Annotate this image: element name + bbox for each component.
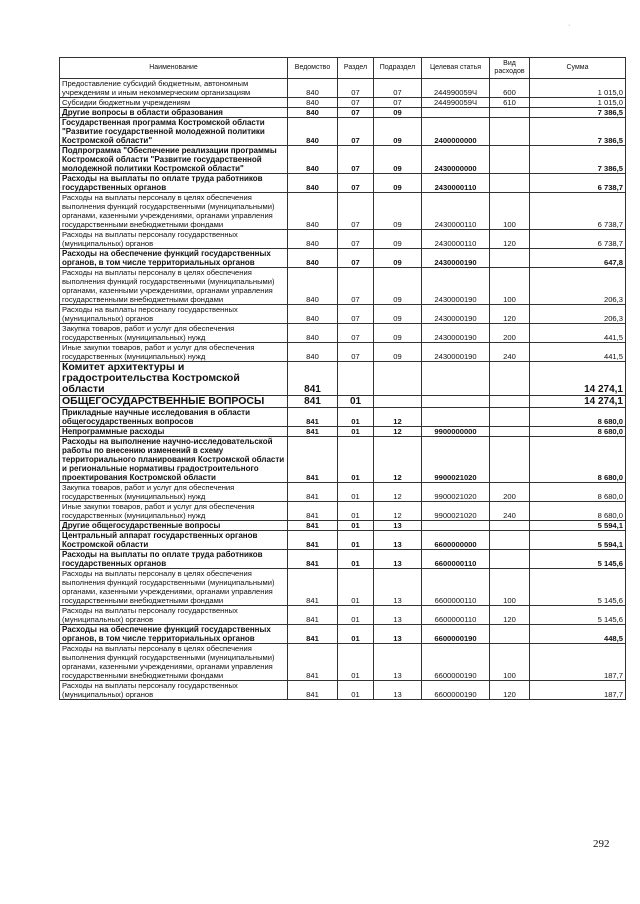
- table-row: [60, 521, 626, 531]
- cell-razdel: 07: [338, 193, 374, 230]
- cell-vid: 120: [490, 681, 530, 700]
- cell-vid: 240: [490, 343, 530, 362]
- cell-razdel: 01: [338, 437, 374, 483]
- cell-vid: [490, 521, 530, 531]
- cell-target: 6600000110: [422, 569, 490, 606]
- cell-sum: 8 680,0: [530, 502, 626, 521]
- cell-vedomstvo: 841: [288, 408, 338, 427]
- cell-sum: 7 386,5: [530, 118, 626, 146]
- cell-sum: 206,3: [530, 268, 626, 305]
- cell-sum: 5 145,6: [530, 606, 626, 625]
- cell-razdel: 01: [338, 521, 374, 531]
- cell-sum: 1 015,0: [530, 98, 626, 108]
- cell-podrazdel: 13: [374, 625, 422, 644]
- cell-name: Расходы на выплаты персоналу государственных (муниципальных) органов: [60, 606, 288, 625]
- cell-vedomstvo: 840: [288, 305, 338, 324]
- cell-podrazdel: 09: [374, 324, 422, 343]
- table-row: [60, 362, 626, 396]
- cell-razdel: 01: [338, 550, 374, 569]
- cell-razdel: 01: [338, 483, 374, 502]
- table-row: [60, 427, 626, 437]
- cell-target: 6600000000: [422, 531, 490, 550]
- cell-podrazdel: [374, 362, 422, 396]
- table-row: [60, 79, 626, 98]
- cell-target: 2400000000: [422, 118, 490, 146]
- cell-vedomstvo: 840: [288, 249, 338, 268]
- cell-vid: [490, 362, 530, 396]
- cell-podrazdel: 09: [374, 146, 422, 174]
- cell-podrazdel: 13: [374, 531, 422, 550]
- cell-name: Предоставление субсидий бюджетным, автономным учреждениям и иным некоммерческим организациям: [60, 79, 288, 98]
- cell-vid: 100: [490, 569, 530, 606]
- cell-sum: 8 680,0: [530, 408, 626, 427]
- cell-vedomstvo: 841: [288, 362, 338, 396]
- cell-vid: [490, 396, 530, 408]
- table-row: [60, 343, 626, 362]
- cell-podrazdel: 09: [374, 193, 422, 230]
- cell-sum: 5 594,1: [530, 531, 626, 550]
- cell-vedomstvo: 840: [288, 268, 338, 305]
- cell-name: Другие общегосударственные вопросы: [60, 521, 288, 531]
- cell-sum: 8 680,0: [530, 427, 626, 437]
- cell-vedomstvo: 841: [288, 521, 338, 531]
- cell-podrazdel: 13: [374, 681, 422, 700]
- cell-vedomstvo: 840: [288, 118, 338, 146]
- cell-name: Закупка товаров, работ и услуг для обеспечения государственных (муниципальных) нужд: [60, 483, 288, 502]
- cell-sum: 7 386,5: [530, 108, 626, 118]
- cell-vid: [490, 118, 530, 146]
- cell-name: Закупка товаров, работ и услуг для обеспечения государственных (муниципальных) нужд: [60, 324, 288, 343]
- cell-razdel: 01: [338, 625, 374, 644]
- cell-sum: 5 145,6: [530, 550, 626, 569]
- cell-sum: 6 738,7: [530, 230, 626, 249]
- cell-vid: [490, 108, 530, 118]
- cell-vid: 120: [490, 230, 530, 249]
- cell-target: 2430000190: [422, 249, 490, 268]
- cell-name: Расходы на выплаты персоналу государственных (муниципальных) органов: [60, 305, 288, 324]
- cell-podrazdel: 09: [374, 249, 422, 268]
- header-name: Наименование: [60, 58, 288, 79]
- cell-target: 2430000110: [422, 193, 490, 230]
- table-row: [60, 396, 626, 408]
- cell-vid: 100: [490, 193, 530, 230]
- cell-vid: 610: [490, 98, 530, 108]
- cell-vedomstvo: 841: [288, 427, 338, 437]
- cell-target: 2430000000: [422, 146, 490, 174]
- cell-vedomstvo: 840: [288, 193, 338, 230]
- cell-name: Комитет архитектуры и градостроительства Костромской области: [60, 362, 288, 396]
- cell-target: [422, 108, 490, 118]
- cell-razdel: 07: [338, 146, 374, 174]
- cell-name: Расходы на выплаты по оплате труда работников государственных органов: [60, 174, 288, 193]
- cell-target: 9900021020: [422, 437, 490, 483]
- cell-vedomstvo: 841: [288, 606, 338, 625]
- table-row: [60, 681, 626, 700]
- table-row: [60, 305, 626, 324]
- cell-sum: 5 145,6: [530, 569, 626, 606]
- cell-target: 2430000190: [422, 324, 490, 343]
- cell-name: Субсидии бюджетным учреждениям: [60, 98, 288, 108]
- header-vedomstvo: Ведомство: [288, 58, 338, 79]
- cell-sum: 6 738,7: [530, 174, 626, 193]
- cell-sum: 8 680,0: [530, 483, 626, 502]
- table-header: [60, 58, 626, 79]
- cell-vedomstvo: 841: [288, 483, 338, 502]
- cell-target: 2430000190: [422, 305, 490, 324]
- cell-podrazdel: 07: [374, 98, 422, 108]
- cell-name: Расходы на обеспечение функций государственных органов, в том числе территориальных органов: [60, 249, 288, 268]
- cell-podrazdel: 13: [374, 550, 422, 569]
- cell-razdel: 01: [338, 681, 374, 700]
- table-body: [60, 79, 626, 700]
- table-row: [60, 531, 626, 550]
- cell-name: Другие вопросы в области образования: [60, 108, 288, 118]
- header-podrazdel: Подраздел: [374, 58, 422, 79]
- cell-podrazdel: 13: [374, 569, 422, 606]
- table-row: [60, 437, 626, 483]
- table-row: [60, 644, 626, 681]
- cell-razdel: 07: [338, 249, 374, 268]
- cell-sum: 6 738,7: [530, 193, 626, 230]
- cell-name: Расходы на выплаты персоналу в целях обеспечения выполнения функций государственными (муниципальными) органами, казенными учреждениями, органами управления государственными внебюджетными фондами: [60, 268, 288, 305]
- cell-razdel: 07: [338, 268, 374, 305]
- cell-sum: 441,5: [530, 324, 626, 343]
- cell-sum: 187,7: [530, 681, 626, 700]
- cell-podrazdel: 09: [374, 268, 422, 305]
- cell-razdel: 07: [338, 108, 374, 118]
- budget-table: [59, 57, 626, 700]
- table-row: [60, 230, 626, 249]
- cell-razdel: 07: [338, 118, 374, 146]
- cell-vid: [490, 249, 530, 268]
- table-row: [60, 324, 626, 343]
- cell-vid: 100: [490, 268, 530, 305]
- cell-podrazdel: [374, 396, 422, 408]
- cell-podrazdel: 09: [374, 108, 422, 118]
- cell-name: Расходы на выплаты персоналу государственных (муниципальных) органов: [60, 230, 288, 249]
- cell-target: [422, 408, 490, 427]
- cell-name: Расходы на выплаты персоналу в целях обеспечения выполнения функций государственными (муниципальными) органами, казенными учреждениями, органами управления государственными внебюджетными фондами: [60, 644, 288, 681]
- cell-sum: 441,5: [530, 343, 626, 362]
- cell-vid: 240: [490, 502, 530, 521]
- cell-name: Расходы на выплаты по оплате труда работников государственных органов: [60, 550, 288, 569]
- cell-target: 9900000000: [422, 427, 490, 437]
- cell-target: 6600000110: [422, 606, 490, 625]
- cell-name: Расходы на обеспечение функций государственных органов, в том числе территориальных органов: [60, 625, 288, 644]
- header-sum: Сумма: [530, 58, 626, 79]
- cell-sum: 14 274,1: [530, 396, 626, 408]
- cell-sum: 5 594,1: [530, 521, 626, 531]
- cell-vid: [490, 550, 530, 569]
- scan-mark: ·: [568, 22, 571, 29]
- cell-name: Расходы на выплаты персоналу государственных (муниципальных) органов: [60, 681, 288, 700]
- cell-vedomstvo: 841: [288, 644, 338, 681]
- cell-vid: [490, 146, 530, 174]
- cell-vedomstvo: 840: [288, 108, 338, 118]
- cell-sum: 8 680,0: [530, 437, 626, 483]
- cell-vid: 200: [490, 483, 530, 502]
- cell-target: 2430000190: [422, 268, 490, 305]
- cell-sum: 1 015,0: [530, 79, 626, 98]
- cell-target: 9900021020: [422, 483, 490, 502]
- cell-razdel: 07: [338, 324, 374, 343]
- cell-target: 244990059Ч: [422, 98, 490, 108]
- header-vid: Вид расходов: [490, 58, 530, 79]
- cell-vid: [490, 427, 530, 437]
- table-row: [60, 249, 626, 268]
- cell-razdel: 01: [338, 606, 374, 625]
- header-razdel: Раздел: [338, 58, 374, 79]
- cell-razdel: [338, 362, 374, 396]
- cell-vedomstvo: 840: [288, 324, 338, 343]
- cell-vedomstvo: 840: [288, 343, 338, 362]
- cell-razdel: 01: [338, 531, 374, 550]
- cell-vid: [490, 531, 530, 550]
- cell-podrazdel: 12: [374, 483, 422, 502]
- table-row: [60, 193, 626, 230]
- cell-name: Государственная программа Костромской области "Развитие государственной молодежной политики Костромской области": [60, 118, 288, 146]
- cell-name: Расходы на выплаты персоналу в целях обеспечения выполнения функций государственными (муниципальными) органами, казенными учреждениями, органами управления государственными внебюджетными фондами: [60, 193, 288, 230]
- table-row: [60, 408, 626, 427]
- cell-vedomstvo: 841: [288, 550, 338, 569]
- table-row: [60, 268, 626, 305]
- cell-vid: 600: [490, 79, 530, 98]
- cell-vedomstvo: 841: [288, 681, 338, 700]
- cell-target: 244990059Ч: [422, 79, 490, 98]
- cell-podrazdel: 07: [374, 79, 422, 98]
- cell-podrazdel: 12: [374, 502, 422, 521]
- cell-sum: 187,7: [530, 644, 626, 681]
- cell-vid: 120: [490, 305, 530, 324]
- table-row: [60, 98, 626, 108]
- cell-name: Прикладные научные исследования в области общегосударственных вопросов: [60, 408, 288, 427]
- cell-target: 6600000190: [422, 681, 490, 700]
- cell-target: [422, 521, 490, 531]
- cell-vedomstvo: 841: [288, 625, 338, 644]
- cell-vedomstvo: 841: [288, 396, 338, 408]
- cell-name: Центральный аппарат государственных органов Костромской области: [60, 531, 288, 550]
- cell-sum: 7 386,5: [530, 146, 626, 174]
- cell-target: [422, 396, 490, 408]
- cell-razdel: 07: [338, 98, 374, 108]
- cell-razdel: 01: [338, 396, 374, 408]
- cell-razdel: 01: [338, 569, 374, 606]
- cell-podrazdel: 12: [374, 437, 422, 483]
- cell-vedomstvo: 841: [288, 569, 338, 606]
- cell-vid: 120: [490, 606, 530, 625]
- cell-vid: 100: [490, 644, 530, 681]
- table-row: [60, 606, 626, 625]
- cell-target: 2430000110: [422, 174, 490, 193]
- cell-podrazdel: 13: [374, 521, 422, 531]
- cell-vid: 200: [490, 324, 530, 343]
- cell-vedomstvo: 841: [288, 437, 338, 483]
- cell-name: Подпрограмма "Обеспечение реализации программы Костромской области "Развитие государственной молодежной политики Костромской области": [60, 146, 288, 174]
- cell-name: Иные закупки товаров, работ и услуг для обеспечения государственных (муниципальных) нужд: [60, 343, 288, 362]
- cell-name: Расходы на выполнение научно-исследовательской работы по внесению изменений в схему территориального планирования Костромской области и региональные нормативы градостроительного проектирования Костромской области: [60, 437, 288, 483]
- cell-razdel: 01: [338, 408, 374, 427]
- cell-target: 6600000110: [422, 550, 490, 569]
- cell-sum: 647,8: [530, 249, 626, 268]
- cell-sum: 14 274,1: [530, 362, 626, 396]
- cell-vid: [490, 625, 530, 644]
- cell-razdel: 07: [338, 79, 374, 98]
- table-row: [60, 625, 626, 644]
- cell-vedomstvo: 840: [288, 230, 338, 249]
- cell-target: 6600000190: [422, 625, 490, 644]
- cell-name: Непрограммные расходы: [60, 427, 288, 437]
- cell-target: 2430000110: [422, 230, 490, 249]
- cell-vedomstvo: 841: [288, 531, 338, 550]
- table-row: [60, 146, 626, 174]
- cell-podrazdel: 09: [374, 230, 422, 249]
- table-row: [60, 108, 626, 118]
- cell-razdel: 07: [338, 343, 374, 362]
- cell-podrazdel: 13: [374, 644, 422, 681]
- table-row: [60, 483, 626, 502]
- cell-name: ОБЩЕГОСУДАРСТВЕННЫЕ ВОПРОСЫ: [60, 396, 288, 408]
- cell-podrazdel: 12: [374, 427, 422, 437]
- table-row: [60, 550, 626, 569]
- table-row: [60, 502, 626, 521]
- cell-target: 6600000190: [422, 644, 490, 681]
- cell-vedomstvo: 841: [288, 502, 338, 521]
- cell-sum: 448,5: [530, 625, 626, 644]
- cell-target: 2430000190: [422, 343, 490, 362]
- cell-target: 9900021020: [422, 502, 490, 521]
- table-row: [60, 118, 626, 146]
- cell-podrazdel: 09: [374, 174, 422, 193]
- cell-name: Расходы на выплаты персоналу в целях обеспечения выполнения функций государственными (муниципальными) органами, казенными учреждениями, органами управления государственными внебюджетными фондами: [60, 569, 288, 606]
- cell-vedomstvo: 840: [288, 146, 338, 174]
- cell-razdel: 07: [338, 230, 374, 249]
- cell-vedomstvo: 840: [288, 79, 338, 98]
- cell-razdel: 01: [338, 427, 374, 437]
- cell-razdel: 07: [338, 305, 374, 324]
- cell-vid: [490, 408, 530, 427]
- cell-razdel: 01: [338, 644, 374, 681]
- cell-podrazdel: 09: [374, 305, 422, 324]
- cell-vedomstvo: 840: [288, 174, 338, 193]
- cell-vid: [490, 174, 530, 193]
- cell-podrazdel: 12: [374, 408, 422, 427]
- cell-razdel: 01: [338, 502, 374, 521]
- header-target: Целевая статья: [422, 58, 490, 79]
- page-number: 292: [593, 838, 610, 850]
- cell-name: Иные закупки товаров, работ и услуг для обеспечения государственных (муниципальных) нужд: [60, 502, 288, 521]
- cell-podrazdel: 13: [374, 606, 422, 625]
- cell-razdel: 07: [338, 174, 374, 193]
- cell-vid: [490, 437, 530, 483]
- cell-sum: 206,3: [530, 305, 626, 324]
- table-row: [60, 174, 626, 193]
- cell-podrazdel: 09: [374, 343, 422, 362]
- cell-target: [422, 362, 490, 396]
- cell-podrazdel: 09: [374, 118, 422, 146]
- cell-vedomstvo: 840: [288, 98, 338, 108]
- table-row: [60, 569, 626, 606]
